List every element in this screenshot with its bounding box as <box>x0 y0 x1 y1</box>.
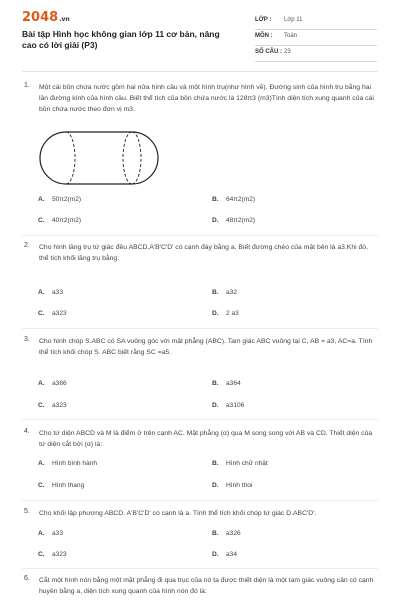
option-d[interactable] <box>212 402 244 409</box>
question-2 <box>24 242 380 272</box>
option-c[interactable] <box>38 310 67 317</box>
option-letter: C. <box>38 310 45 317</box>
meta-value: 23 <box>284 49 291 55</box>
option-text: a326 <box>226 530 241 537</box>
option-letter: A. <box>38 380 45 387</box>
option-letter: A. <box>38 530 45 537</box>
option-text: 50π2(m2) <box>52 196 82 203</box>
option-text: a323 <box>52 310 67 317</box>
option-a[interactable] <box>38 530 63 537</box>
meta-key: LỚP : <box>255 17 272 23</box>
option-a[interactable] <box>38 289 63 296</box>
option-letter: B. <box>212 196 219 203</box>
meta-row-count <box>255 47 377 62</box>
page-title: Bài tập Hình học không gian lớp 11 cơ bản, nâng cao có lời giải (P3) <box>22 29 220 50</box>
option-letter: A. <box>38 196 45 203</box>
meta-key: MÔN : <box>255 33 273 39</box>
question-divider <box>22 500 378 501</box>
option-letter: C. <box>38 551 45 558</box>
logo-main: 2048 <box>22 10 59 25</box>
question-text: Cho khối lập phương ABCD. A'B'C'D' có cạnh là a. Tính thể tích khối chóp tứ giác D.ABC'D'. <box>39 510 317 517</box>
option-text: 2 a3 <box>226 310 239 317</box>
question-text: Một cái bồn chứa nước gồm hai nửa hình cầu và một hình trụ(như hình vẽ). Đường sinh của hình trụ bằng hai lần đường kính của hình cầu. Biết thể tích của bồn chứa nước là 128π3 (m3)Tính diện tích xung quanh của cái bồn chứa nước theo đơn vị m3. <box>39 84 374 113</box>
option-letter: C. <box>38 217 45 224</box>
option-d[interactable] <box>212 217 255 224</box>
option-c[interactable] <box>38 217 81 224</box>
question-divider <box>22 235 378 236</box>
option-letter: B. <box>212 530 219 537</box>
option-text: a3106 <box>226 402 245 409</box>
option-c[interactable] <box>38 551 67 558</box>
option-text: Hình thoi <box>226 482 253 489</box>
question-4 <box>24 428 380 458</box>
option-letter: B. <box>212 289 219 296</box>
option-b[interactable] <box>212 460 268 467</box>
option-text: a33 <box>52 530 64 537</box>
option-letter: C. <box>38 402 45 409</box>
option-text: a366 <box>52 380 67 387</box>
option-letter: B. <box>212 380 219 387</box>
option-d[interactable] <box>212 551 237 558</box>
option-text: 64π2(m2) <box>226 196 256 203</box>
header <box>0 0 400 68</box>
option-text: a323 <box>52 402 67 409</box>
question-divider <box>22 419 378 420</box>
option-d[interactable] <box>212 482 252 489</box>
option-text: a32 <box>226 289 238 296</box>
option-a[interactable] <box>38 460 97 467</box>
header-divider <box>22 71 378 72</box>
option-a[interactable] <box>38 380 67 387</box>
meta-row-class <box>255 15 377 30</box>
option-text: Hình chữ nhật <box>226 460 268 467</box>
question-number: 3. <box>24 336 30 343</box>
site-logo[interactable] <box>22 10 70 25</box>
meta-key: SỐ CÂU : <box>255 49 282 55</box>
tank-figure <box>38 128 160 188</box>
question-6 <box>24 575 380 599</box>
option-text: 40π2(m2) <box>52 217 82 224</box>
meta-value: Lớp 11 <box>284 17 303 23</box>
option-letter: D. <box>212 217 219 224</box>
meta-row-subject <box>255 31 377 46</box>
question-divider <box>22 568 378 569</box>
question-text: Cho tứ diện ABCD và M là điểm ở trên cạnh AC. Mặt phẳng (α) qua M song song với AB và CD. Thiết diện của tứ diện cắt bởi (α) là: <box>39 430 373 448</box>
option-letter: C. <box>38 482 45 489</box>
question-5 <box>24 508 380 522</box>
question-text: Cho hình lăng trụ tứ giác đều ABCD.A'B'C'D' có cạnh đáy bằng a. Biết đường chéo của mặt bên là a3.Khi đó, thể tích khối lăng trụ bằng: <box>39 244 368 262</box>
option-c[interactable] <box>38 402 67 409</box>
option-letter: A. <box>38 460 45 467</box>
question-number: 2. <box>24 242 30 249</box>
meta-info <box>255 15 377 63</box>
question-number: 1. <box>24 82 30 89</box>
option-text: a33 <box>52 289 64 296</box>
option-b[interactable] <box>212 530 241 537</box>
option-letter: B. <box>212 460 219 467</box>
option-text: a323 <box>52 551 67 558</box>
option-c[interactable] <box>38 482 84 489</box>
option-letter: D. <box>212 551 219 558</box>
option-text: Hình thang <box>52 482 85 489</box>
question-number: 5. <box>24 508 30 515</box>
option-text: Hình bình hành <box>52 460 98 467</box>
option-letter: D. <box>212 310 219 317</box>
question-number: 4. <box>24 428 30 435</box>
meta-value: Toán <box>284 33 298 39</box>
question-divider <box>22 328 378 329</box>
option-d[interactable] <box>212 310 239 317</box>
option-b[interactable] <box>212 196 255 203</box>
option-text: 48π2(m2) <box>226 217 256 224</box>
option-letter: D. <box>212 482 219 489</box>
question-text: Cắt một hình nón bằng một mặt phẳng đi qua trục của nó ta được thiết diện là một tam giác vuông cân có cạnh huyền bằng a, diện tích xung quanh của hình nón đó là: <box>39 577 374 595</box>
question-text: Cho hình chóp S.ABC có SA vuông góc với mặt phẳng (ABC). Tam giác ABC vuông tại C, AB = a3, AC=a. Tính thể tích khối chóp S. ABC biết rằng SC =a5. <box>39 338 373 356</box>
option-letter: D. <box>212 402 219 409</box>
option-letter: A. <box>38 289 45 296</box>
option-text: a34 <box>226 551 238 558</box>
option-text: a364 <box>226 380 241 387</box>
logo-suffix: .vn <box>59 16 70 23</box>
option-b[interactable] <box>212 380 241 387</box>
question-3 <box>24 336 380 366</box>
option-b[interactable] <box>212 289 237 296</box>
question-number: 6. <box>24 575 30 582</box>
option-a[interactable] <box>38 196 81 203</box>
